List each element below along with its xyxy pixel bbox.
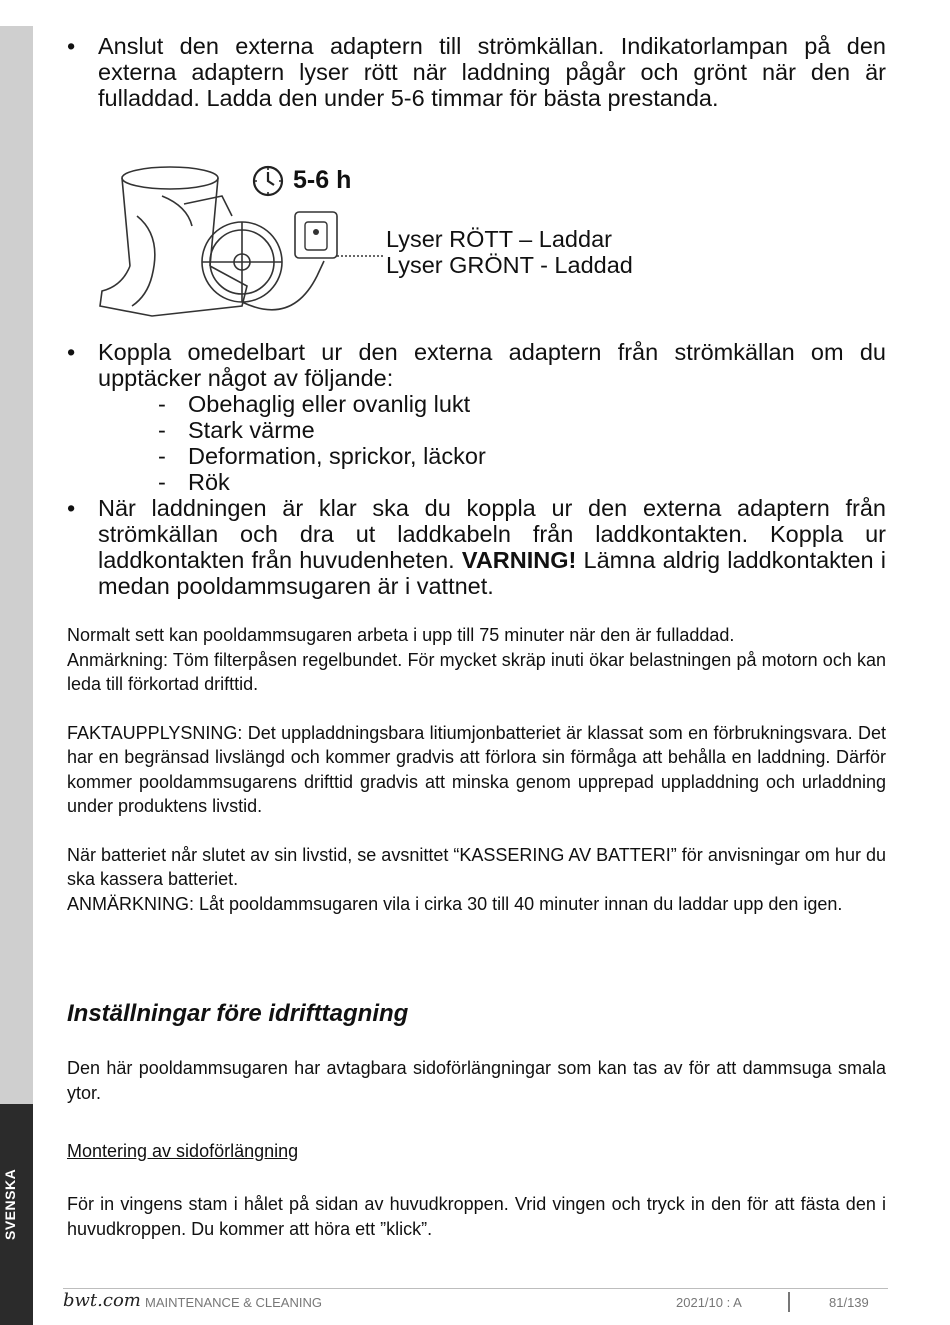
finish-bullet-text: När laddningen är klar ska du koppla ur den externa adaptern från strömkällan och dra ut laddkabeln från laddkontakten. Koppla ur laddkontakten från huvudenheten. [98,495,886,573]
footer-section: MAINTENANCE & CLEANING [145,1295,322,1310]
warning-label: VARNING! [461,547,577,573]
dash-item: - Obehaglig eller ovanlig lukt [158,391,471,417]
dash-item: - Deformation, sprickor, läckor [158,443,486,469]
footer-divider [63,1288,888,1289]
note-filter: Anmärkning: Töm filterpåsen regelbundet. För mycket skräp inuti ökar belastningen på motorn och kan leda till förkortad drifttid. [67,649,886,694]
note-battery-disposal: När batteriet når slutet av sin livstid, se avsnittet “KASSERING AV BATTERI” för anvisningar om hur du ska kassera batteriet. [67,844,886,889]
wall-adapter-icon [295,212,337,258]
side-tab-light [0,26,33,1104]
footer-separator [788,1292,790,1312]
footer-version: 2021/10 : A [676,1295,742,1310]
finish-bullet-text-after: Lämna aldrig laddkontakten i medan pooldammsugaren är i vattnet. [98,547,886,599]
note-rest: ANMÄRKNING: Låt pooldammsugaren vila i cirka 30 till 40 minuter innan du laddar upp den igen. [67,893,843,914]
note-battery-fact: FAKTAUPPLYSNING: Det uppladdningsbara litiumjonbatteriet är klassat som en förbrukningsvara. Det har en begränsad livslängd och kommer gradvis att förlora sin förmåga att behålla en laddning. Därför kommer pooldammsugarens drifttid gradvis att minska genom upprepad uppladdning och urladdning under produktens livstid. [67,722,886,816]
disconnect-bullet-text: Koppla omedelbart ur den externa adaptern från strömkällan om du upptäcker något av följande: [98,339,886,391]
side-tab-label [2,1210,18,1240]
section-subheading: Montering av sidoförlängning [67,1141,299,1161]
section-body: För in vingens stam i hålet på sidan av huvudkroppen. Vrid vingen och tryck in den för att fästa den i huvudkroppen. Du kommer att höra ett ”klick”. [67,1194,886,1239]
section-intro: Den här pooldammsugaren har avtagbara sidoförlängningar som kan tas av för att dammsuga smala ytor. [67,1058,886,1103]
bullet-marker: • [67,495,76,521]
intro-bullet [67,33,886,111]
charge-time-label: 5-6 h [293,166,352,194]
status-green-label: Lyser GRÖNT - Laddad [386,252,633,278]
notes-block [67,623,886,916]
finish-bullet [67,495,886,599]
section-heading: Inställningar före idrifttagning [67,1000,409,1027]
footer-logo: bwt.com [63,1290,141,1311]
note-runtime: Normalt sett kan pooldammsugaren arbeta i upp till 75 minuter när den är fulladdad. [67,625,735,645]
footer-page-number: 81/139 [829,1295,869,1310]
bullet-marker: • [67,33,76,59]
dash-item: - Rök [158,469,230,495]
clock-icon [251,164,285,198]
status-red-label: Lyser RÖTT – Laddar [386,226,612,252]
bullet-marker: • [67,339,76,365]
dash-item: - Stark värme [158,417,315,443]
disconnect-bullet [67,339,886,599]
intro-bullet-text: Anslut den externa adaptern till strömkällan. Indikatorlampan på den externa adaptern lyser rött när laddning pågår och grönt när den är fulladdad. Ladda den under 5-6 timmar för bästa prestanda. [98,33,886,111]
